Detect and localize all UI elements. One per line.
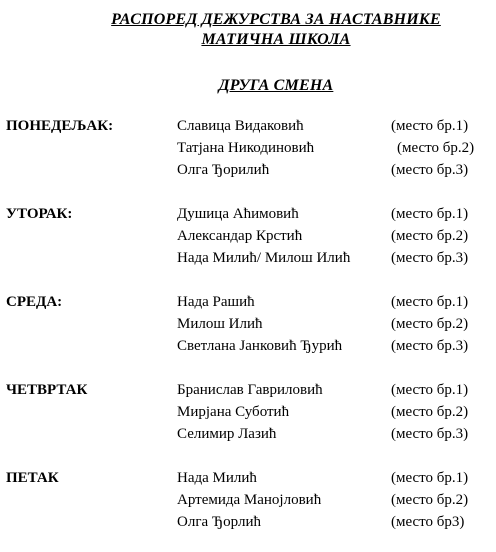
day-label: ПОНЕДЕЉАК:: [6, 118, 114, 134]
day-label: ЧЕТВРТАК: [6, 382, 88, 398]
duty-place: (место бр.3): [391, 426, 469, 442]
duty-place: (место бр.3): [391, 338, 469, 354]
teacher-name: Татјана Никодиновић: [177, 140, 315, 156]
school-name: МАТИЧНА ШКОЛА: [201, 31, 351, 48]
teacher-name: Селимир Лазић: [177, 426, 277, 442]
teacher-name: Олга Ђорлић: [177, 514, 261, 530]
teacher-name: Нада Рашић: [177, 294, 255, 310]
day-label: ПЕТАК: [6, 470, 59, 486]
duty-place: (место бр.1): [391, 294, 469, 310]
duty-place: (место бр.2): [391, 316, 469, 332]
duty-place: (место бр.2): [391, 228, 469, 244]
teacher-name: Славица Видаковић: [177, 118, 304, 134]
duty-place: (место бр3): [391, 514, 465, 530]
teacher-name: Олга Ђорилић: [177, 162, 270, 178]
document-title: РАСПОРЕД ДЕЖУРСТВА ЗА НАСТАВНИКЕ: [111, 11, 441, 28]
duty-place: (место бр.2): [397, 140, 475, 156]
shift-heading: ДРУГА СМЕНА: [218, 77, 334, 94]
teacher-name: Нада Милић: [177, 470, 257, 486]
day-label: УТОРАК:: [6, 206, 73, 222]
duty-place: (место бр.1): [391, 470, 469, 486]
duty-place: (место бр.1): [391, 382, 469, 398]
teacher-name: Душица Аћимовић: [177, 206, 299, 222]
teacher-name: Милош Илић: [177, 316, 263, 332]
teacher-name: Светлана Јанковић Ђурић: [177, 338, 343, 354]
duty-place: (место бр.1): [391, 206, 469, 222]
teacher-name: Нада Милић/ Милош Илић: [177, 250, 351, 266]
duty-place: (место бр.3): [391, 250, 469, 266]
day-label: СРЕДА:: [6, 294, 63, 310]
duty-place: (место бр.2): [391, 492, 469, 508]
teacher-name: Александар Крстић: [177, 228, 303, 244]
teacher-name: Бранислав Гавриловић: [177, 382, 323, 398]
teacher-name: Мирјана Суботић: [177, 404, 290, 420]
duty-place: (место бр.2): [391, 404, 469, 420]
duty-place: (место бр.1): [391, 118, 469, 134]
teacher-name: Артемида Манојловић: [177, 492, 322, 508]
duty-place: (место бр.3): [391, 162, 469, 178]
